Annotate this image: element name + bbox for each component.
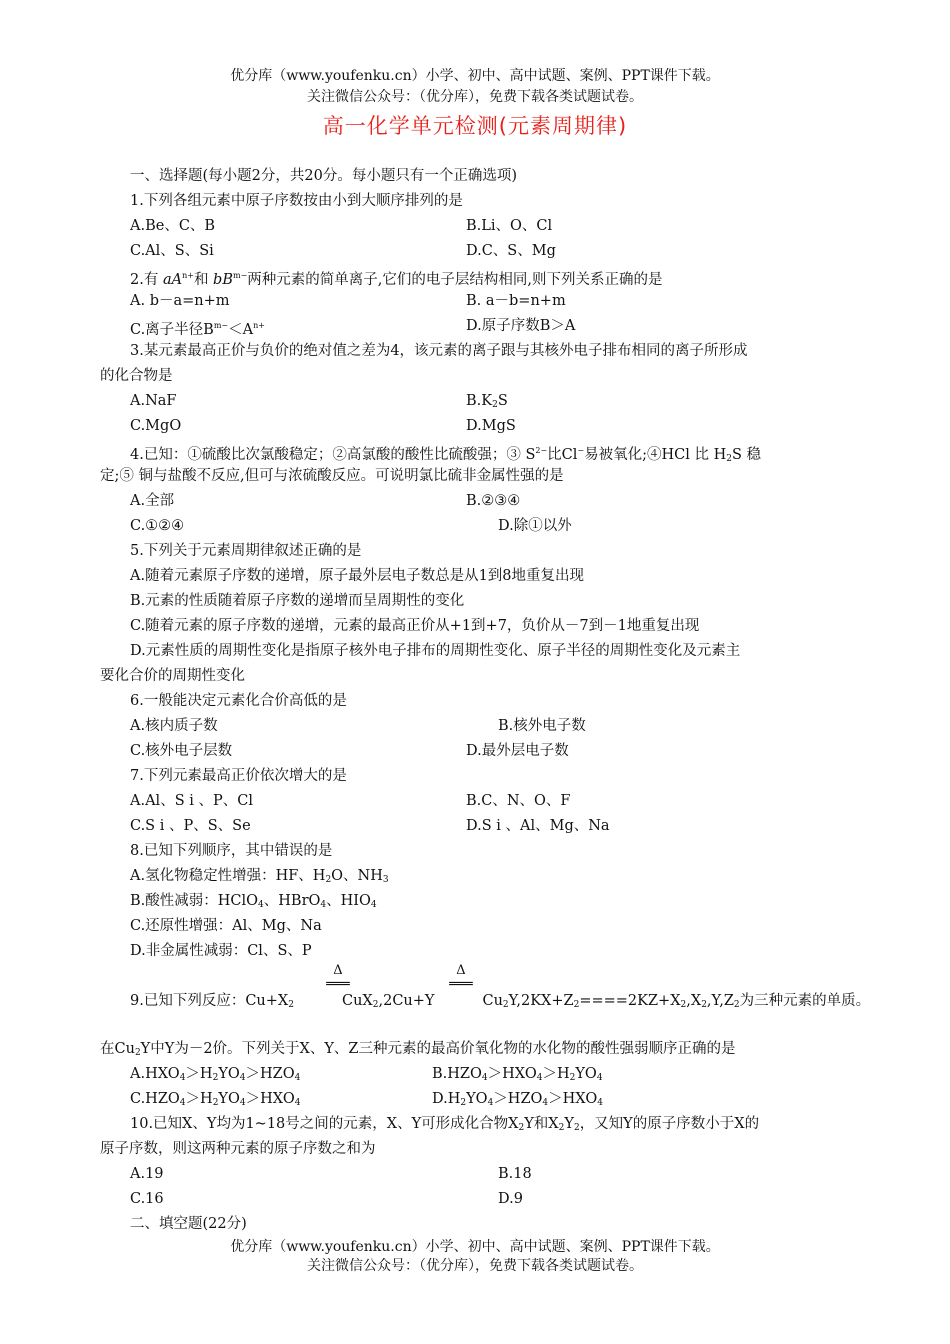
- site-header-line1: 优分库（www.youfenku.cn）小学、初中、高中试题、案例、PPT课件下载。: [230, 68, 720, 84]
- heat-condition-1: [318, 964, 358, 992]
- question-stem: 1.下列各组元素中原子序数按由小到大顺序排列的是: [130, 193, 463, 209]
- option-b: B.②③④: [466, 493, 521, 509]
- option-d: D.9: [498, 1191, 523, 1207]
- question-stem-cont: 原子序数，则这两种元素的原子序数之和为: [100, 1141, 376, 1157]
- question-stem: 10.已知X、Y均为1~18号之间的元素，X、Y可形成化合物$X_2Y$和$X_2Y_2$，又知Y的原子序数小于X的: [130, 1116, 760, 1133]
- option-d: D.除①以外: [498, 518, 572, 534]
- option-b: B.酸性减弱：HClO$_4$、HBrO$_4$、$HIO_4$: [130, 893, 377, 910]
- option-d: D.S i 、Al、Mg、Na: [466, 818, 610, 834]
- option-c: $C.HZO_4>H_2YO_4>HXO_4$: [130, 1091, 301, 1108]
- delta-symbol: Δ: [333, 963, 343, 978]
- site-footer-line1: 优分库（www.youfenku.cn）小学、初中、高中试题、案例、PPT课件下载。: [230, 1239, 720, 1255]
- option-b: B.元素的性质随着原子序数的递增而呈周期性的变化: [130, 593, 465, 609]
- option-a: $A.HXO_4>H_2YO_4>HZO_4$: [130, 1066, 301, 1083]
- question-stem: 9.已知下列反应：$Cu+X_2$ CuX$_2$,2Cu+Y $Cu_2Y,2KX+Z_2====2KZ+X_2,X_2,Y,Z_2$为三种元素的单质。: [130, 993, 871, 1010]
- option-d: D.非金属性减弱：Cl、S、P: [130, 943, 312, 959]
- question-stem-cont: 在$Cu_2Y$中Y为－2价。下列关于X、Y、Z三种元素的最高价氧化物的水化物的酸性强弱顺序正确的是: [100, 1041, 736, 1058]
- site-footer-line2: 关注微信公众号：（优分库），免费下载各类试题试卷。: [307, 1258, 643, 1274]
- question-stem: 2.有 $aA^{n+}$和 $bB^{m-}$两种元素的简单离子,它们的电子层结构相同,则下列关系正确的是: [130, 271, 663, 288]
- option-a: A. b－a=n+m: [130, 293, 230, 309]
- option-c: C.16: [130, 1191, 164, 1207]
- delta-symbol: Δ: [456, 963, 466, 978]
- option-d: D.最外层电子数: [466, 743, 569, 759]
- question-stem: 6.一般能决定元素化合价高低的是: [130, 693, 347, 709]
- option-b: $B.HZO_4>HXO_4>H_2YO_4$: [432, 1066, 603, 1083]
- option-a: A.核内质子数: [130, 718, 218, 734]
- option-d: D.元素性质的周期性变化是指原子核外电子排布的周期性变化、原子半径的周期性变化及元素主: [130, 643, 741, 659]
- option-a: A.Al、S i 、P、Cl: [130, 793, 253, 809]
- option-a: A.氢化物稳定性增强：HF、$H_2O$、$NH_3$: [130, 868, 389, 885]
- option-c: C.还原性增强：Al、Mg、Na: [130, 918, 322, 934]
- option-a: A.NaF: [130, 393, 177, 409]
- question-stem: 8.已知下列顺序，其中错误的是: [130, 843, 333, 859]
- option-b: B.Li、O、Cl: [466, 218, 553, 234]
- question-stem-cont: 的化合物是: [100, 368, 173, 384]
- section-heading: 二、填空题(22分): [130, 1216, 247, 1232]
- question-stem-cont: 定;⑤ 铜与盐酸不反应,但可与浓硫酸反应。可说明氯比硫非金属性强的是: [100, 468, 564, 484]
- option-d: D.MgS: [466, 418, 516, 434]
- option-b: B. a－b=n+m: [466, 293, 566, 309]
- question-stem: 4.已知：①硫酸比次氯酸稳定；②高氯酸的酸性比硫酸强；③ $S^{2-}$比Cl−易被氧化;④HCl 比 $H_2S$ 稳: [130, 446, 762, 464]
- option-a: A.19: [130, 1166, 164, 1182]
- option-d-cont: 要化合价的周期性变化: [100, 668, 245, 684]
- option-d: D.原子序数B＞A: [466, 318, 576, 334]
- option-c: C.MgO: [130, 418, 182, 434]
- option-c: C.①②④: [130, 518, 185, 534]
- equals-sign: ═══: [449, 977, 473, 992]
- question-stem: 5.下列关于元素周期律叙述正确的是: [130, 543, 362, 559]
- option-b: B.核外电子数: [498, 718, 586, 734]
- option-c: C.离子半径$B^{m-}<A^{n+}$: [130, 321, 265, 338]
- option-c: C.核外电子层数: [130, 743, 233, 759]
- equals-sign: ═══: [326, 977, 350, 992]
- option-b: B.18: [498, 1166, 532, 1182]
- heat-condition-2: [441, 964, 481, 992]
- option-d: $D.H_2YO_4>HZO_4>HXO_4$: [432, 1091, 603, 1108]
- option-a: A.随着元素原子序数的递增，原子最外层电子数总是从1到8地重复出现: [130, 568, 585, 584]
- option-c: C.随着元素的原子序数的递增，元素的最高正价从+1到+7，负价从－7到－1地重复出现: [130, 618, 700, 634]
- page-title: 高一化学单元检测(元素周期律): [322, 114, 628, 138]
- option-b: $B.K_2S$: [466, 393, 508, 410]
- option-a: A.Be、C、B: [130, 218, 216, 234]
- option-d: D.C、S、Mg: [466, 243, 556, 259]
- site-header-line2: 关注微信公众号：（优分库），免费下载各类试题试卷。: [307, 89, 643, 105]
- option-c: C.Al、S、Si: [130, 243, 214, 259]
- question-stem: 3.某元素最高正价与负价的绝对值之差为4，该元素的离子跟与其核外电子排布相同的离子所形成: [130, 343, 748, 359]
- question-stem: 7.下列元素最高正价依次增大的是: [130, 768, 347, 784]
- section-heading: 一、选择题(每小题2分，共20分。每小题只有一个正确选项): [130, 168, 517, 184]
- option-b: B.C、N、O、F: [466, 793, 571, 809]
- option-c: C.S i 、P、S、Se: [130, 818, 251, 834]
- option-a: A.全部: [130, 493, 175, 509]
